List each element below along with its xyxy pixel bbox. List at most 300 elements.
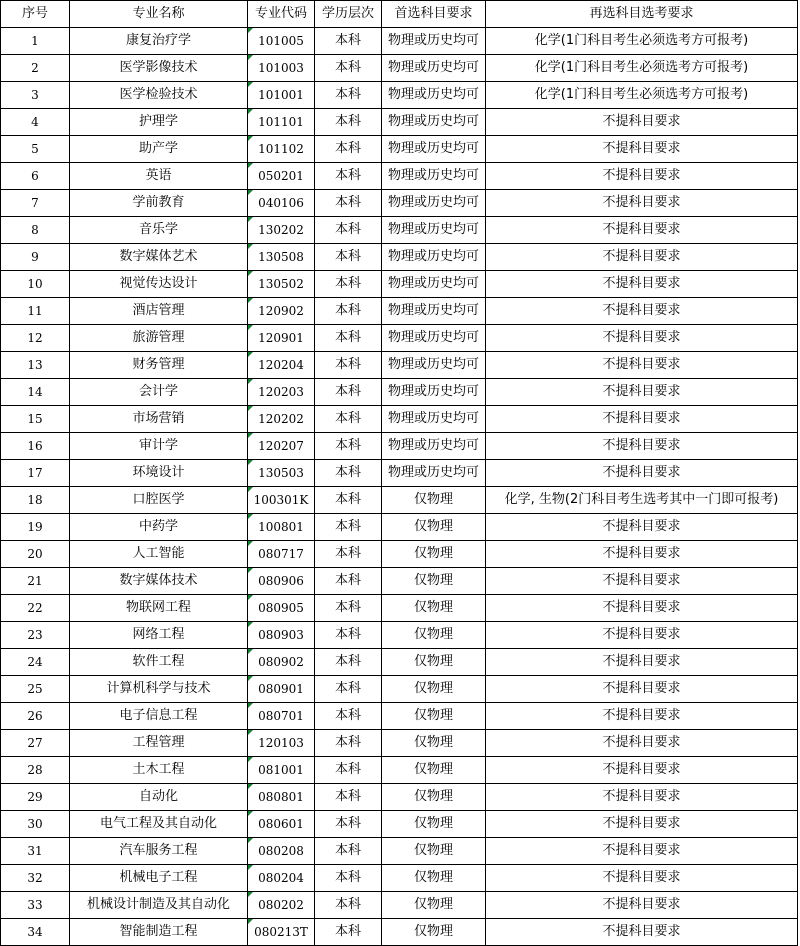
cell-first: 仅物理 <box>382 811 486 838</box>
cell-marker-icon <box>248 244 253 249</box>
cell-level: 本科 <box>315 919 382 946</box>
cell-second: 不提科目要求 <box>486 784 798 811</box>
cell-first: 仅物理 <box>382 919 486 946</box>
cell-name: 人工智能 <box>70 541 248 568</box>
table-row <box>1 55 798 82</box>
header-level: 学历层次 <box>315 1 382 28</box>
cell-seq: 9 <box>1 244 70 271</box>
cell-code <box>248 811 315 838</box>
cell-second: 不提科目要求 <box>486 514 798 541</box>
table-row <box>1 460 798 487</box>
cell-name: 酒店管理 <box>70 298 248 325</box>
cell-code <box>248 514 315 541</box>
cell-first: 物理或历史均可 <box>382 271 486 298</box>
header-row <box>1 1 798 28</box>
cell-code-text: 080903 <box>258 628 304 642</box>
table-row <box>1 811 798 838</box>
cell-first: 物理或历史均可 <box>382 28 486 55</box>
table-row <box>1 541 798 568</box>
cell-marker-icon <box>248 28 253 33</box>
header-code: 专业代码 <box>248 1 315 28</box>
cell-level: 本科 <box>315 838 382 865</box>
cell-marker-icon <box>248 622 253 627</box>
cell-marker-icon <box>248 217 253 222</box>
table-row <box>1 865 798 892</box>
cell-marker-icon <box>248 271 253 276</box>
cell-name: 数字媒体艺术 <box>70 244 248 271</box>
cell-first: 物理或历史均可 <box>382 136 486 163</box>
cell-second: 不提科目要求 <box>486 433 798 460</box>
cell-second: 不提科目要求 <box>486 244 798 271</box>
cell-second: 不提科目要求 <box>486 109 798 136</box>
cell-second: 不提科目要求 <box>486 865 798 892</box>
cell-code-text: 101102 <box>258 142 304 156</box>
cell-seq: 1 <box>1 28 70 55</box>
cell-code-text: 080902 <box>258 655 304 669</box>
cell-code <box>248 163 315 190</box>
cell-first: 物理或历史均可 <box>382 190 486 217</box>
cell-marker-icon <box>248 541 253 546</box>
cell-first: 仅物理 <box>382 838 486 865</box>
cell-level: 本科 <box>315 109 382 136</box>
cell-name: 视觉传达设计 <box>70 271 248 298</box>
cell-level: 本科 <box>315 55 382 82</box>
cell-code <box>248 244 315 271</box>
cell-code <box>248 487 315 514</box>
cell-seq: 23 <box>1 622 70 649</box>
cell-level: 本科 <box>315 406 382 433</box>
table-row <box>1 136 798 163</box>
cell-name: 财务管理 <box>70 352 248 379</box>
cell-marker-icon <box>248 487 253 492</box>
cell-second: 不提科目要求 <box>486 919 798 946</box>
cell-code-text: 080208 <box>258 844 304 858</box>
cell-first: 仅物理 <box>382 514 486 541</box>
cell-name: 口腔医学 <box>70 487 248 514</box>
cell-marker-icon <box>248 190 253 195</box>
cell-name: 自动化 <box>70 784 248 811</box>
table-row <box>1 325 798 352</box>
cell-code <box>248 757 315 784</box>
table-row <box>1 757 798 784</box>
cell-code <box>248 406 315 433</box>
table-row <box>1 838 798 865</box>
cell-name: 软件工程 <box>70 649 248 676</box>
cell-code <box>248 28 315 55</box>
cell-code-text: 120901 <box>258 331 304 345</box>
cell-second: 不提科目要求 <box>486 541 798 568</box>
cell-code-text: 130503 <box>258 466 304 480</box>
cell-name: 数字媒体技术 <box>70 568 248 595</box>
cell-marker-icon <box>248 811 253 816</box>
cell-second: 不提科目要求 <box>486 406 798 433</box>
cell-second: 不提科目要求 <box>486 352 798 379</box>
cell-second: 不提科目要求 <box>486 190 798 217</box>
cell-code-text: 120902 <box>258 304 304 318</box>
cell-second: 不提科目要求 <box>486 271 798 298</box>
cell-code-text: 081001 <box>258 763 304 777</box>
cell-name: 电气工程及其自动化 <box>70 811 248 838</box>
table-row <box>1 352 798 379</box>
header-first: 首选科目要求 <box>382 1 486 28</box>
cell-seq: 11 <box>1 298 70 325</box>
cell-second: 不提科目要求 <box>486 379 798 406</box>
cell-seq: 33 <box>1 892 70 919</box>
cell-name: 会计学 <box>70 379 248 406</box>
table-row <box>1 82 798 109</box>
cell-marker-icon <box>248 298 253 303</box>
cell-code <box>248 82 315 109</box>
cell-code <box>248 541 315 568</box>
cell-code <box>248 325 315 352</box>
cell-seq: 18 <box>1 487 70 514</box>
cell-code-text: 120202 <box>258 412 304 426</box>
table-row <box>1 406 798 433</box>
cell-code-text: 080204 <box>258 871 304 885</box>
table-row <box>1 190 798 217</box>
cell-code <box>248 622 315 649</box>
cell-first: 物理或历史均可 <box>382 379 486 406</box>
cell-first: 仅物理 <box>382 865 486 892</box>
table-row <box>1 649 798 676</box>
cell-first: 物理或历史均可 <box>382 406 486 433</box>
cell-code <box>248 433 315 460</box>
cell-marker-icon <box>248 379 253 384</box>
cell-first: 物理或历史均可 <box>382 433 486 460</box>
cell-level: 本科 <box>315 298 382 325</box>
cell-code <box>248 730 315 757</box>
cell-marker-icon <box>248 460 253 465</box>
cell-level: 本科 <box>315 217 382 244</box>
cell-name: 医学影像技术 <box>70 55 248 82</box>
cell-seq: 32 <box>1 865 70 892</box>
cell-marker-icon <box>248 82 253 87</box>
cell-first: 仅物理 <box>382 757 486 784</box>
cell-seq: 6 <box>1 163 70 190</box>
cell-second: 化学(1门科目考生必须选考方可报考) <box>486 55 798 82</box>
cell-name: 护理学 <box>70 109 248 136</box>
cell-marker-icon <box>248 730 253 735</box>
cell-second: 不提科目要求 <box>486 676 798 703</box>
cell-level: 本科 <box>315 487 382 514</box>
cell-first: 仅物理 <box>382 595 486 622</box>
cell-level: 本科 <box>315 460 382 487</box>
cell-level: 本科 <box>315 541 382 568</box>
cell-second: 不提科目要求 <box>486 757 798 784</box>
cell-level: 本科 <box>315 352 382 379</box>
cell-level: 本科 <box>315 730 382 757</box>
cell-code-text: 080905 <box>258 601 304 615</box>
cell-first: 物理或历史均可 <box>382 163 486 190</box>
cell-marker-icon <box>248 676 253 681</box>
cell-code <box>248 271 315 298</box>
cell-code <box>248 892 315 919</box>
cell-second: 不提科目要求 <box>486 838 798 865</box>
cell-seq: 2 <box>1 55 70 82</box>
table-row <box>1 919 798 946</box>
cell-first: 仅物理 <box>382 541 486 568</box>
cell-second: 化学(1门科目考生必须选考方可报考) <box>486 82 798 109</box>
cell-code-text: 130508 <box>258 250 304 264</box>
cell-level: 本科 <box>315 568 382 595</box>
cell-first: 物理或历史均可 <box>382 352 486 379</box>
cell-second: 不提科目要求 <box>486 703 798 730</box>
cell-seq: 17 <box>1 460 70 487</box>
cell-name: 物联网工程 <box>70 595 248 622</box>
cell-code <box>248 379 315 406</box>
cell-first: 仅物理 <box>382 703 486 730</box>
cell-code-text: 080202 <box>258 898 304 912</box>
cell-code-text: 120103 <box>258 736 304 750</box>
cell-code-text: 100301K <box>253 493 309 507</box>
table-row <box>1 379 798 406</box>
cell-marker-icon <box>248 865 253 870</box>
cell-marker-icon <box>248 163 253 168</box>
cell-first: 仅物理 <box>382 568 486 595</box>
cell-name: 机械电子工程 <box>70 865 248 892</box>
cell-level: 本科 <box>315 811 382 838</box>
cell-level: 本科 <box>315 82 382 109</box>
cell-first: 仅物理 <box>382 784 486 811</box>
table-row <box>1 487 798 514</box>
cell-level: 本科 <box>315 676 382 703</box>
cell-first: 物理或历史均可 <box>382 217 486 244</box>
cell-seq: 28 <box>1 757 70 784</box>
cell-second: 不提科目要求 <box>486 298 798 325</box>
table-row <box>1 163 798 190</box>
cell-code-text: 101003 <box>258 61 304 75</box>
cell-second: 不提科目要求 <box>486 622 798 649</box>
cell-second: 不提科目要求 <box>486 217 798 244</box>
cell-code <box>248 595 315 622</box>
cell-second: 不提科目要求 <box>486 325 798 352</box>
cell-code-text: 080213T <box>254 925 308 939</box>
cell-marker-icon <box>248 406 253 411</box>
table-row <box>1 217 798 244</box>
cell-first: 仅物理 <box>382 676 486 703</box>
cell-level: 本科 <box>315 28 382 55</box>
table-row <box>1 676 798 703</box>
cell-name: 英语 <box>70 163 248 190</box>
cell-second: 不提科目要求 <box>486 136 798 163</box>
cell-name: 中药学 <box>70 514 248 541</box>
cell-second: 不提科目要求 <box>486 595 798 622</box>
cell-code <box>248 676 315 703</box>
cell-code-text: 080801 <box>258 790 304 804</box>
cell-level: 本科 <box>315 163 382 190</box>
cell-name: 音乐学 <box>70 217 248 244</box>
cell-second: 化学, 生物(2门科目考生选考其中一门即可报考) <box>486 487 798 514</box>
cell-name: 汽车服务工程 <box>70 838 248 865</box>
cell-seq: 7 <box>1 190 70 217</box>
cell-second: 不提科目要求 <box>486 892 798 919</box>
cell-first: 仅物理 <box>382 892 486 919</box>
cell-first: 物理或历史均可 <box>382 55 486 82</box>
cell-code-text: 101101 <box>258 115 304 129</box>
cell-code-text: 120207 <box>258 439 304 453</box>
cell-marker-icon <box>248 109 253 114</box>
cell-marker-icon <box>248 649 253 654</box>
table-row <box>1 271 798 298</box>
table-row <box>1 568 798 595</box>
cell-marker-icon <box>248 919 253 924</box>
cell-code-text: 080601 <box>258 817 304 831</box>
cell-seq: 30 <box>1 811 70 838</box>
table-row <box>1 703 798 730</box>
cell-name: 助产学 <box>70 136 248 163</box>
cell-first: 物理或历史均可 <box>382 460 486 487</box>
cell-seq: 31 <box>1 838 70 865</box>
cell-second: 不提科目要求 <box>486 811 798 838</box>
cell-seq: 8 <box>1 217 70 244</box>
cell-name: 学前教育 <box>70 190 248 217</box>
cell-seq: 15 <box>1 406 70 433</box>
cell-code-text: 101001 <box>258 88 304 102</box>
cell-first: 物理或历史均可 <box>382 82 486 109</box>
cell-first: 仅物理 <box>382 730 486 757</box>
cell-first: 仅物理 <box>382 649 486 676</box>
cell-code <box>248 298 315 325</box>
cell-code-text: 080901 <box>258 682 304 696</box>
cell-name: 市场营销 <box>70 406 248 433</box>
cell-name: 土木工程 <box>70 757 248 784</box>
cell-seq: 22 <box>1 595 70 622</box>
cell-seq: 19 <box>1 514 70 541</box>
cell-seq: 4 <box>1 109 70 136</box>
cell-code-text: 101005 <box>258 34 304 48</box>
cell-code-text: 040106 <box>258 196 304 210</box>
cell-seq: 20 <box>1 541 70 568</box>
cell-second: 不提科目要求 <box>486 730 798 757</box>
cell-marker-icon <box>248 136 253 141</box>
cell-code-text: 050201 <box>258 169 304 183</box>
cell-marker-icon <box>248 55 253 60</box>
cell-code-text: 130502 <box>258 277 304 291</box>
cell-code <box>248 352 315 379</box>
cell-name: 电子信息工程 <box>70 703 248 730</box>
cell-seq: 34 <box>1 919 70 946</box>
cell-code <box>248 865 315 892</box>
cell-code <box>248 703 315 730</box>
table-row <box>1 892 798 919</box>
cell-name: 智能制造工程 <box>70 919 248 946</box>
cell-code-text: 120204 <box>258 358 304 372</box>
cell-code-text: 080701 <box>258 709 304 723</box>
cell-level: 本科 <box>315 379 382 406</box>
cell-first: 仅物理 <box>382 487 486 514</box>
cell-marker-icon <box>248 838 253 843</box>
cell-level: 本科 <box>315 595 382 622</box>
table-row <box>1 244 798 271</box>
table-row <box>1 595 798 622</box>
table-row <box>1 298 798 325</box>
cell-level: 本科 <box>315 622 382 649</box>
cell-marker-icon <box>248 514 253 519</box>
cell-name: 审计学 <box>70 433 248 460</box>
cell-marker-icon <box>248 703 253 708</box>
cell-first: 物理或历史均可 <box>382 298 486 325</box>
cell-code <box>248 460 315 487</box>
cell-second: 不提科目要求 <box>486 568 798 595</box>
cell-second: 化学(1门科目考生必须选考方可报考) <box>486 28 798 55</box>
cell-name: 环境设计 <box>70 460 248 487</box>
cell-code-text: 080906 <box>258 574 304 588</box>
cell-code <box>248 919 315 946</box>
cell-code-text: 120203 <box>258 385 304 399</box>
cell-level: 本科 <box>315 271 382 298</box>
table-row <box>1 433 798 460</box>
cell-level: 本科 <box>315 190 382 217</box>
cell-marker-icon <box>248 433 253 438</box>
cell-seq: 3 <box>1 82 70 109</box>
cell-seq: 27 <box>1 730 70 757</box>
cell-marker-icon <box>248 568 253 573</box>
cell-code-text: 130202 <box>258 223 304 237</box>
cell-marker-icon <box>248 784 253 789</box>
cell-code <box>248 190 315 217</box>
cell-code <box>248 217 315 244</box>
table-row <box>1 28 798 55</box>
cell-first: 物理或历史均可 <box>382 244 486 271</box>
cell-second: 不提科目要求 <box>486 460 798 487</box>
cell-code <box>248 784 315 811</box>
cell-code <box>248 55 315 82</box>
cell-code-text: 080717 <box>258 547 304 561</box>
cell-marker-icon <box>248 595 253 600</box>
cell-code <box>248 109 315 136</box>
cell-level: 本科 <box>315 703 382 730</box>
cell-name: 康复治疗学 <box>70 28 248 55</box>
cell-seq: 29 <box>1 784 70 811</box>
cell-name: 工程管理 <box>70 730 248 757</box>
cell-seq: 26 <box>1 703 70 730</box>
cell-second: 不提科目要求 <box>486 649 798 676</box>
cell-level: 本科 <box>315 784 382 811</box>
cell-seq: 5 <box>1 136 70 163</box>
cell-name: 网络工程 <box>70 622 248 649</box>
cell-code <box>248 568 315 595</box>
cell-level: 本科 <box>315 433 382 460</box>
cell-seq: 21 <box>1 568 70 595</box>
cell-level: 本科 <box>315 514 382 541</box>
cell-level: 本科 <box>315 757 382 784</box>
cell-level: 本科 <box>315 244 382 271</box>
cell-seq: 13 <box>1 352 70 379</box>
cell-seq: 10 <box>1 271 70 298</box>
cell-marker-icon <box>248 352 253 357</box>
cell-code-text: 100801 <box>258 520 304 534</box>
cell-seq: 25 <box>1 676 70 703</box>
table-row <box>1 109 798 136</box>
table-row <box>1 514 798 541</box>
table-row <box>1 784 798 811</box>
cell-marker-icon <box>248 325 253 330</box>
cell-level: 本科 <box>315 649 382 676</box>
cell-marker-icon <box>248 892 253 897</box>
cell-level: 本科 <box>315 865 382 892</box>
cell-seq: 12 <box>1 325 70 352</box>
cell-code <box>248 838 315 865</box>
cell-first: 物理或历史均可 <box>382 109 486 136</box>
cell-first: 物理或历史均可 <box>382 325 486 352</box>
header-second: 再选科目选考要求 <box>486 1 798 28</box>
cell-marker-icon <box>248 757 253 762</box>
cell-name: 机械设计制造及其自动化 <box>70 892 248 919</box>
table-row <box>1 730 798 757</box>
cell-seq: 24 <box>1 649 70 676</box>
cell-first: 仅物理 <box>382 622 486 649</box>
table-body <box>1 28 798 946</box>
